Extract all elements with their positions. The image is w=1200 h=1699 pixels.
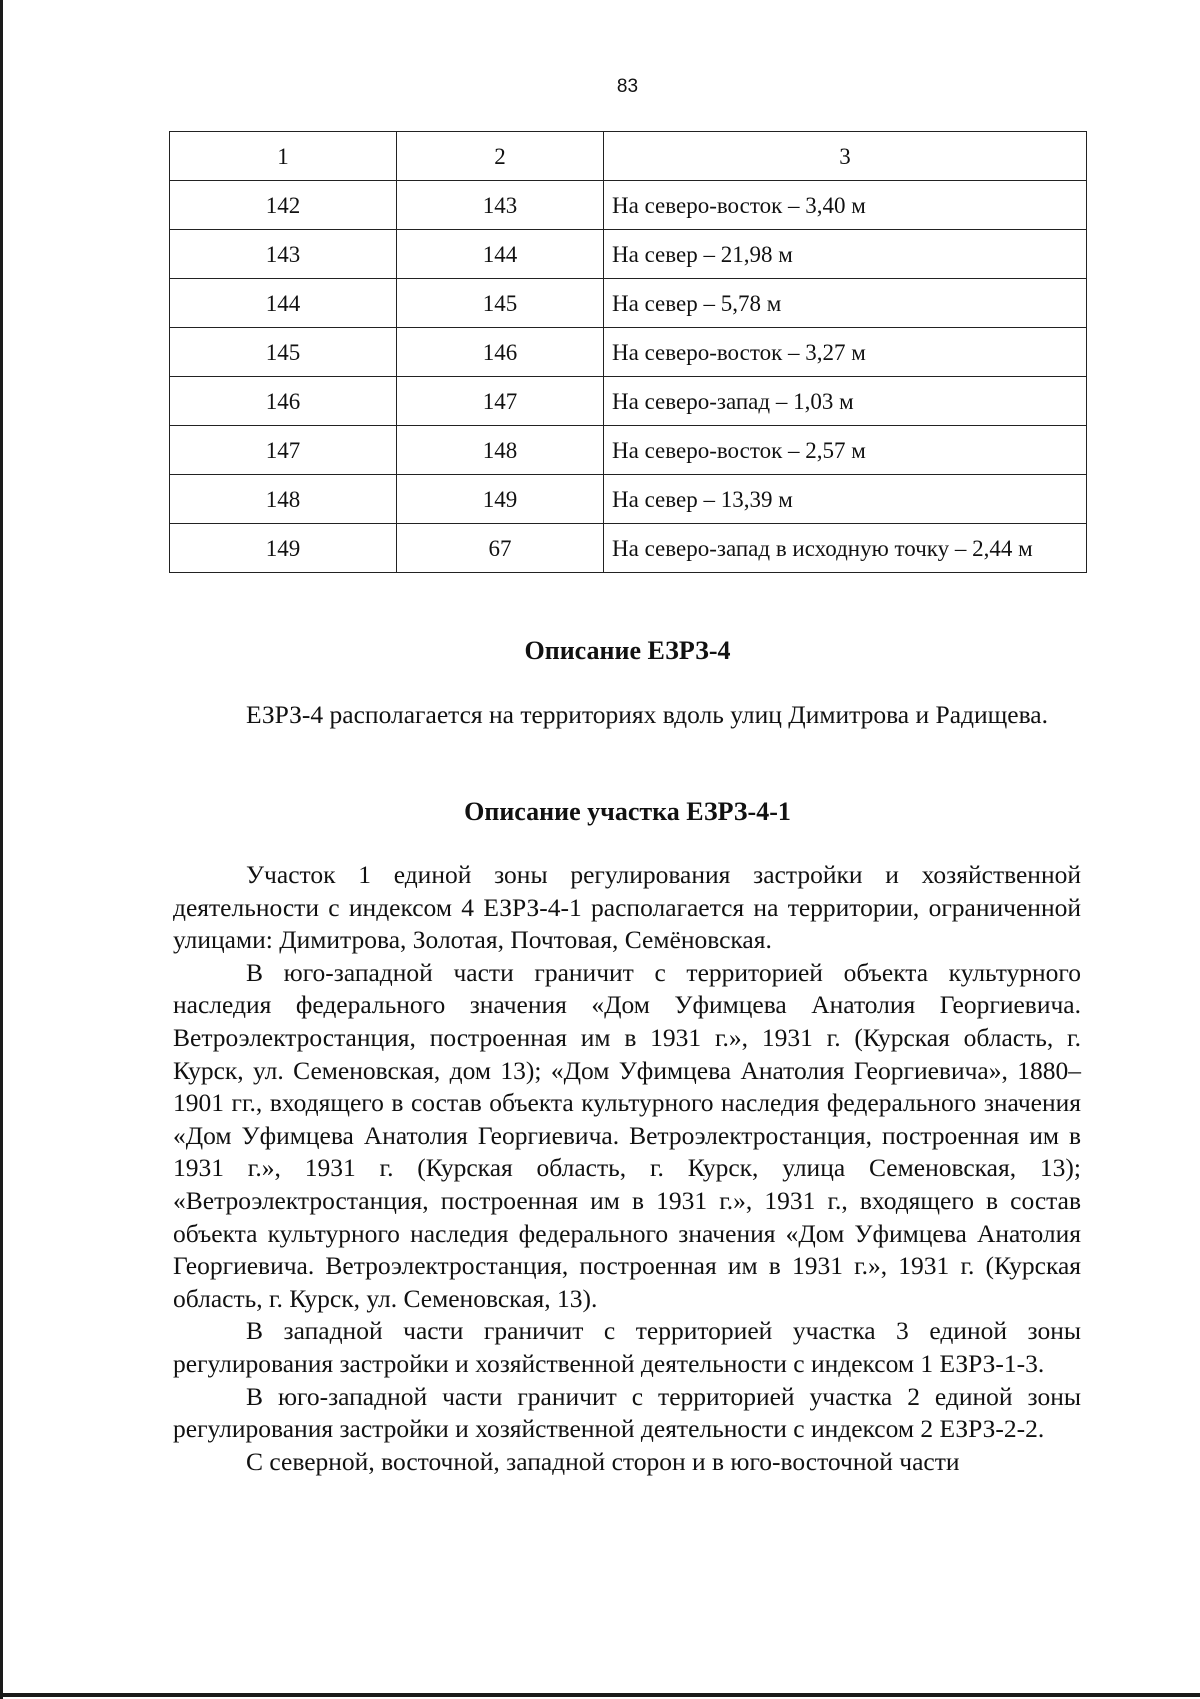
to-point-cell: 147 xyxy=(397,377,604,426)
section-heading-ezrz-4: Описание ЕЗРЗ-4 xyxy=(524,636,731,665)
to-point-cell: 145 xyxy=(397,279,604,328)
table-row xyxy=(170,328,1087,377)
from-point-cell: 146 xyxy=(170,377,397,426)
direction-cell: На северо-восток – 3,40 м xyxy=(604,181,1087,230)
scan-bottom-edge xyxy=(0,1693,1200,1697)
scan-left-edge xyxy=(0,0,3,1699)
from-point-cell: 143 xyxy=(170,230,397,279)
section-heading-ezrz-4-1: Описание участка ЕЗРЗ-4-1 xyxy=(464,797,791,826)
to-point-cell: 143 xyxy=(397,181,604,230)
column-header-3: 3 xyxy=(604,132,1087,181)
table-row xyxy=(170,230,1087,279)
table-row xyxy=(170,524,1087,573)
from-point-cell: 144 xyxy=(170,279,397,328)
direction-cell: На северо-запад в исходную точку – 2,44 м xyxy=(604,524,1087,573)
from-point-cell: 145 xyxy=(170,328,397,377)
from-point-cell: 148 xyxy=(170,475,397,524)
paragraph: В юго-западной части граничит с территорией участка 2 единой зоны регулирования застройки и хозяйственной деятельности с индексом 2 ЕЗРЗ-2-2. xyxy=(173,1381,1081,1444)
to-point-cell: 67 xyxy=(397,524,604,573)
to-point-cell: 146 xyxy=(397,328,604,377)
direction-cell: На север – 21,98 м xyxy=(604,230,1087,279)
from-point-cell: 149 xyxy=(170,524,397,573)
table-row xyxy=(170,475,1087,524)
paragraph: С северной, восточной, западной сторон и в юго-восточной части xyxy=(246,1446,960,1476)
paragraph: Участок 1 единой зоны регулирования застройки и хозяйственной деятельности с индексом 4 ЕЗРЗ-4-1 располагается на территории, ограниченной улицами: Димитрова, Золотая, Почтовая, Семёновская. xyxy=(173,860,1081,955)
table-row xyxy=(170,377,1087,426)
paragraph: В юго-западной части граничит с территорией объекта культурного наследия федерального значения «Дом Уфимцева Анатолия Георгиевича. Ветроэлектростанция, построенная им в 1931 г.», 1931 г. (Курская область, г. Курск, ул. Семеновская, дом 13); «Дом Уфимцева Анатолия Георгиевича», 1880–1901 гг., входящего в состав объекта культурного наследия федерального значения «Дом Уфимцева Анатолия Георгиевича. Ветроэлектростанция, построенная им в 1931 г.», 1931 г. (Курская область, г. Курск, улица Семеновская, 13); «Ветроэлектростанция, построенная им в 1931 г.», 1931 г., входящего в состав объекта культурного наследия федерального значения «Дом Уфимцева Анатолия Георгиевича. Ветроэлектростанция, построенная им в 1931 г.», 1931 г. (Курская область, г. Курск, ул. Семеновская, 13). xyxy=(173,957,1081,1313)
column-header-2: 2 xyxy=(397,132,604,181)
paragraph: ЕЗРЗ-4 располагается на территориях вдоль улиц Димитрова и Радищева. xyxy=(246,700,1048,729)
column-header-1: 1 xyxy=(170,132,397,181)
table-row xyxy=(170,279,1087,328)
boundary-table xyxy=(169,131,1087,573)
table-header-row xyxy=(170,132,1087,181)
to-point-cell: 149 xyxy=(397,475,604,524)
page-number: 83 xyxy=(616,76,639,97)
direction-cell: На северо-восток – 3,27 м xyxy=(604,328,1087,377)
direction-cell: На северо-запад – 1,03 м xyxy=(604,377,1087,426)
table-row xyxy=(170,426,1087,475)
table-row xyxy=(170,181,1087,230)
direction-cell: На север – 5,78 м xyxy=(604,279,1087,328)
section-text-ezrz-4-1 xyxy=(173,859,1081,1478)
direction-cell: На север – 13,39 м xyxy=(604,475,1087,524)
to-point-cell: 148 xyxy=(397,426,604,475)
from-point-cell: 147 xyxy=(170,426,397,475)
direction-cell: На северо-восток – 2,57 м xyxy=(604,426,1087,475)
from-point-cell: 142 xyxy=(170,181,397,230)
to-point-cell: 144 xyxy=(397,230,604,279)
section-text-ezrz-4 xyxy=(173,699,1081,732)
paragraph: В западной части граничит с территорией участка 3 единой зоны регулирования застройки и хозяйственной деятельности с индексом 1 ЕЗРЗ-1-3. xyxy=(173,1316,1081,1378)
